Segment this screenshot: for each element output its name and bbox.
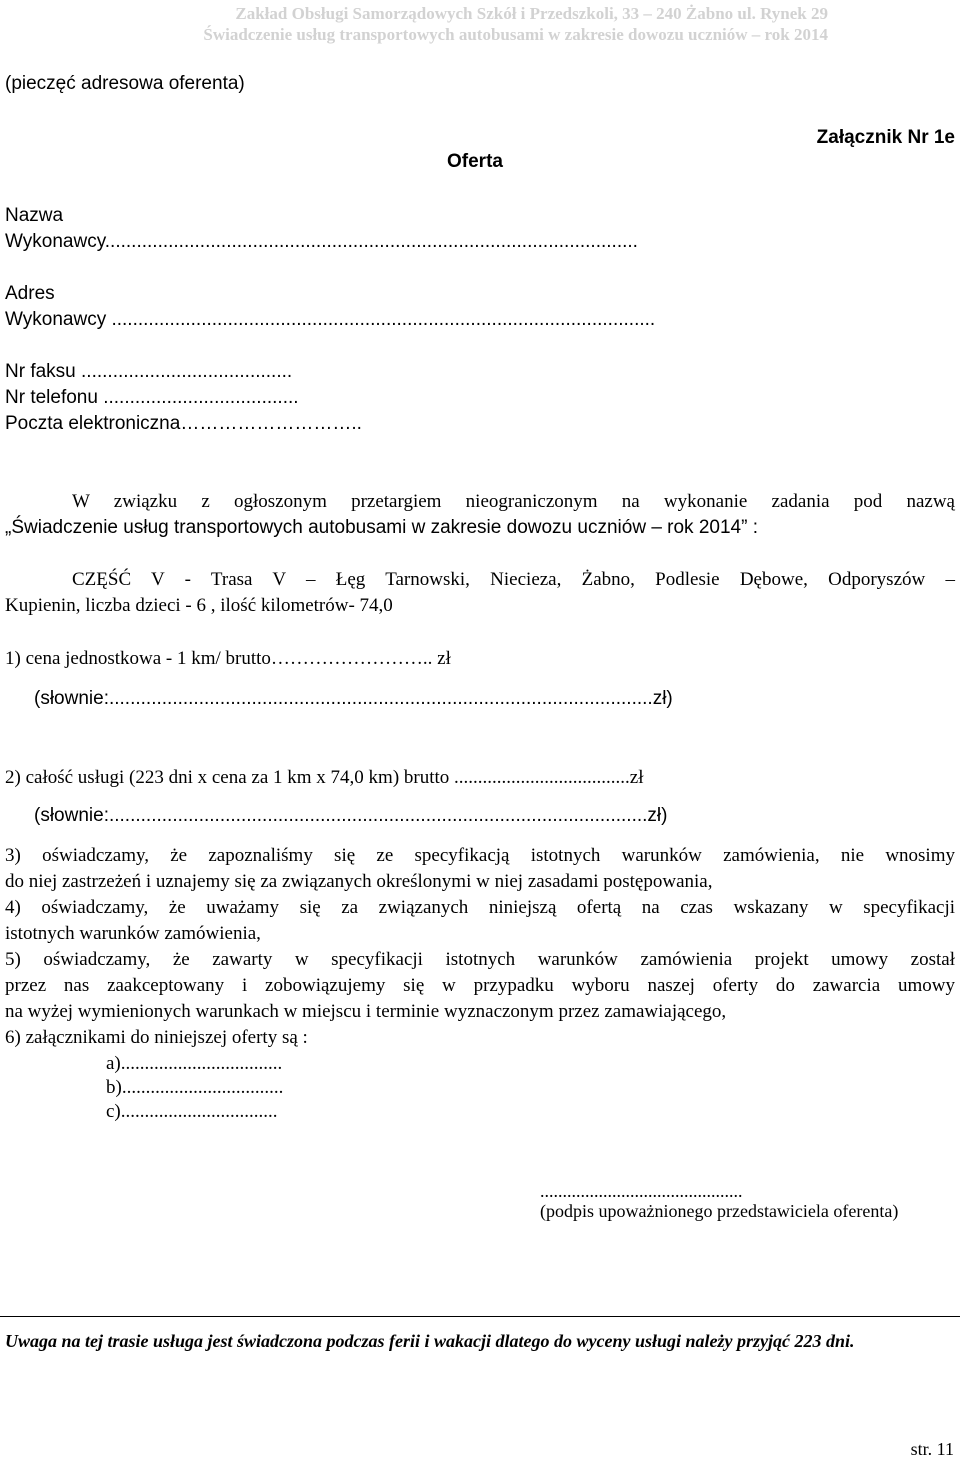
phone-field: Nr telefonu .....................................: [5, 387, 299, 408]
contractor-name-field: Wykonawcy.....................................................................................................: [5, 231, 638, 252]
route-note: Uwaga na tej trasie usługa jest świadczona podczas ferii i wakacji dlatego do wyceny usługi należy przyjąć 223 dni.: [5, 1331, 855, 1351]
header-line-2: Świadczenie usług transportowych autobusami w zakresie dowozu uczniów – rok 2014: [203, 25, 828, 44]
header-line-1: Zakład Obsługi Samorządowych Szkół i Przedszkoli, 33 – 240 Żabno ul. Rynek 29: [235, 4, 828, 23]
attachment-c: c).................................: [106, 1101, 278, 1122]
total-price-words: (słownie:......................................................................................................zł): [34, 805, 668, 826]
declaration-3-line-1: 3) oświadczamy, że zapoznaliśmy się ze specyfikacją istotnych warunków zamówienia, nie wnosimy: [5, 845, 955, 866]
signature-dots: .............................................: [540, 1181, 743, 1201]
declaration-5-line-2: przez nas zaakceptowany i zobowiązujemy się w przypadku wyboru naszej oferty do zawarcia umowy: [5, 975, 955, 996]
intro-line-1: W związku z ogłoszonym przetargiem nieograniczonym na wykonanie zadania pod nazwą: [72, 491, 955, 512]
declaration-6-line-1: 6) załącznikami do niniejszej oferty są :: [5, 1027, 308, 1048]
attachment-label: Załącznik Nr 1e: [816, 127, 955, 148]
total-price-line: 2) całość usługi (223 dni x cena za 1 km x 74,0 km) brutto .....................................zł: [5, 767, 644, 788]
document-title: Oferta: [447, 151, 503, 172]
declaration-5-line-3: na wyżej wymienionych warunkach w miejscu i terminie wyznaczonym przez zamawiającego,: [5, 1001, 727, 1022]
fax-field: Nr faksu ........................................: [5, 361, 293, 382]
declaration-4-line-1: 4) oświadczamy, że uważamy się za związanych niniejszą ofertą na czas wskazany w specyfikacji: [5, 897, 955, 918]
declaration-5-line-1: 5) oświadczamy, że zawarty w specyfikacji istotnych warunków zamówienia projekt umowy został: [5, 949, 955, 970]
note-divider: [0, 1316, 960, 1317]
part-line-2: Kupienin, liczba dzieci - 6 , ilość kilometrów- 74,0: [5, 595, 393, 616]
attachment-a: a)..................................: [106, 1053, 283, 1074]
part-line-1: CZĘŚĆ V - Trasa V – Łęg Tarnowski, Niecieza, Żabno, Podlesie Dębowe, Odporyszów –: [72, 569, 955, 590]
page-number: str. 11: [910, 1439, 954, 1459]
signature-label: (podpis upoważnionego przedstawiciela oferenta): [540, 1201, 899, 1221]
contractor-address-label: Adres: [5, 283, 55, 304]
declaration-4-line-2: istotnych warunków zamówienia,: [5, 923, 261, 944]
email-field: Poczta elektroniczna………………………..: [5, 413, 362, 434]
intro-line-2: „Świadczenie usług transportowych autobusami w zakresie dowozu uczniów – rok 2014” :: [5, 517, 758, 538]
contractor-name-label: Nazwa: [5, 205, 64, 226]
stamp-label: (pieczęć adresowa oferenta): [5, 73, 245, 94]
attachment-b: b)..................................: [106, 1077, 284, 1098]
unit-price-words: (słownie:.......................................................................................................zł): [34, 688, 673, 709]
contractor-address-field: Wykonawcy .......................................................................................................: [5, 309, 656, 330]
declaration-3-line-2: do niej zastrzeżeń i uznajemy się za związanych określonymi w niej zasadami postępowania,: [5, 871, 713, 892]
unit-price-line: 1) cena jednostkowa - 1 km/ brutto…………………….. zł: [5, 648, 451, 669]
